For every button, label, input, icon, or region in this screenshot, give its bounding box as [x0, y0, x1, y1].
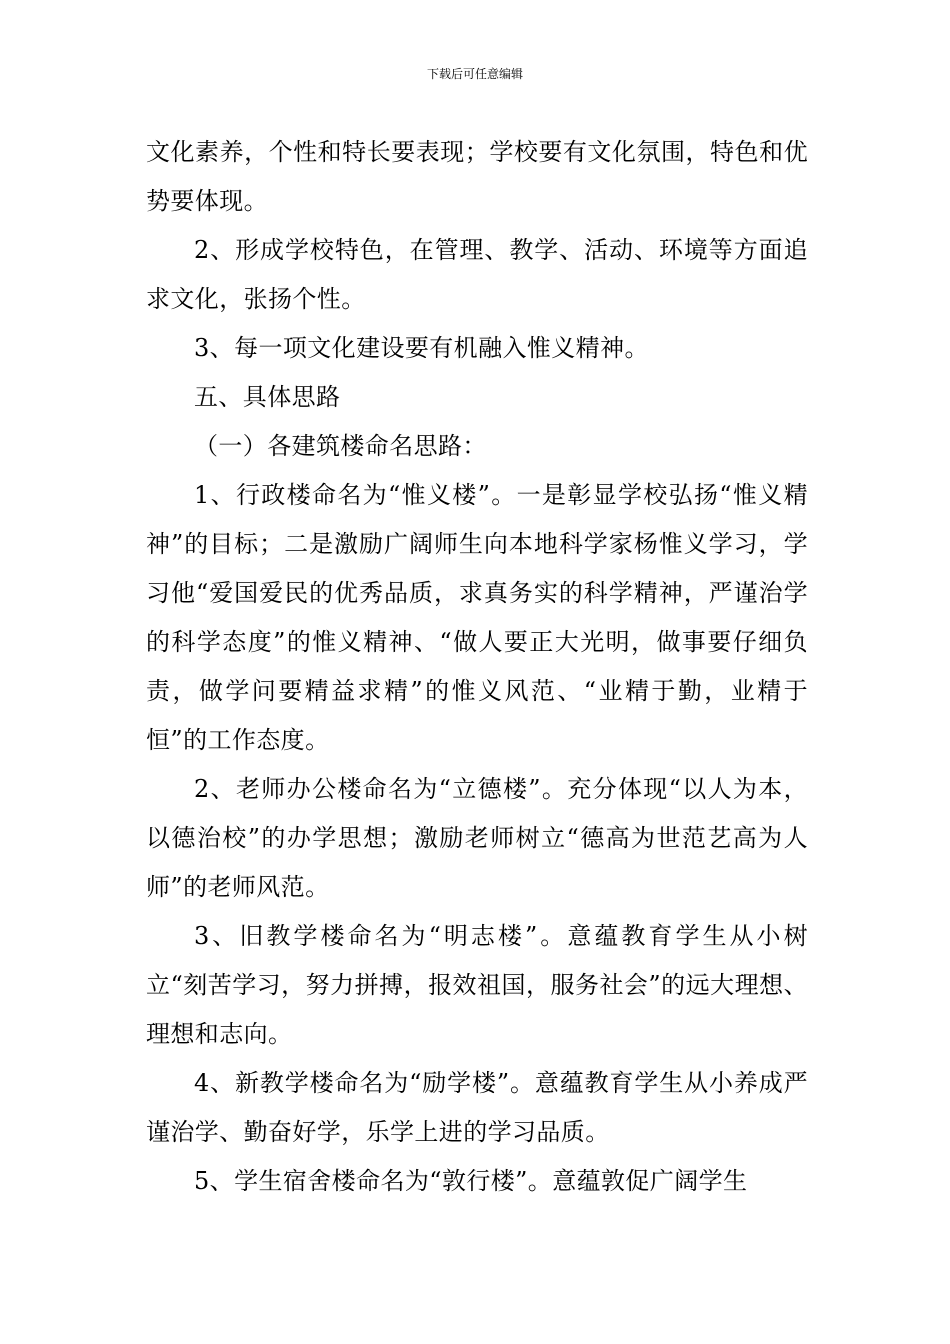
paragraph: 2、形成学校特色，在管理、教学、活动、环境等方面追求文化，张扬个性。	[146, 236, 808, 313]
document-body	[146, 128, 808, 1206]
paragraph: 5、学生宿舍楼命名为“敦行楼”。意蕴敦促广阔学生	[194, 1167, 748, 1195]
paragraph: 3、旧教学楼命名为“明志楼”。意蕴教育学生从小树立“刻苦学习，努力拼搏，报效祖国，服务社会”的远大理想、理想和志向。	[146, 922, 808, 1048]
subsection-heading: （一）各建筑楼命名思路：	[194, 432, 487, 460]
page-header: 下载后可任意编辑	[426, 67, 523, 81]
paragraph: 1、行政楼命名为“惟义楼”。一是彰显学校弘扬“惟义精神”的目标；二是激励广阔师生向本地科学家杨惟义学习，学习他“爱国爱民的优秀品质，求真务实的科学精神，严谨治学的科学态度”的惟义精神、“做人要正大光明，做事要仔细负责，做学问要精益求精”的惟义风范、“业精于勤，业精于恒”的工作态度。	[146, 481, 808, 754]
paragraph: 文化素养，个性和特长要表现；学校要有文化氛围，特色和优势要体现。	[146, 138, 808, 215]
paragraph: 3、每一项文化建设要有机融入惟义精神。	[194, 334, 649, 362]
section-heading: 五、具体思路	[194, 383, 341, 411]
paragraph: 4、新教学楼命名为“励学楼”。意蕴教育学生从小养成严谨治学、勤奋好学，乐学上进的学习品质。	[146, 1069, 808, 1146]
paragraph: 2、老师办公楼命名为“立德楼”。充分体现“以人为本，以德治校”的办学思想；激励老师树立“德高为世范艺高为人师”的老师风范。	[146, 775, 808, 901]
